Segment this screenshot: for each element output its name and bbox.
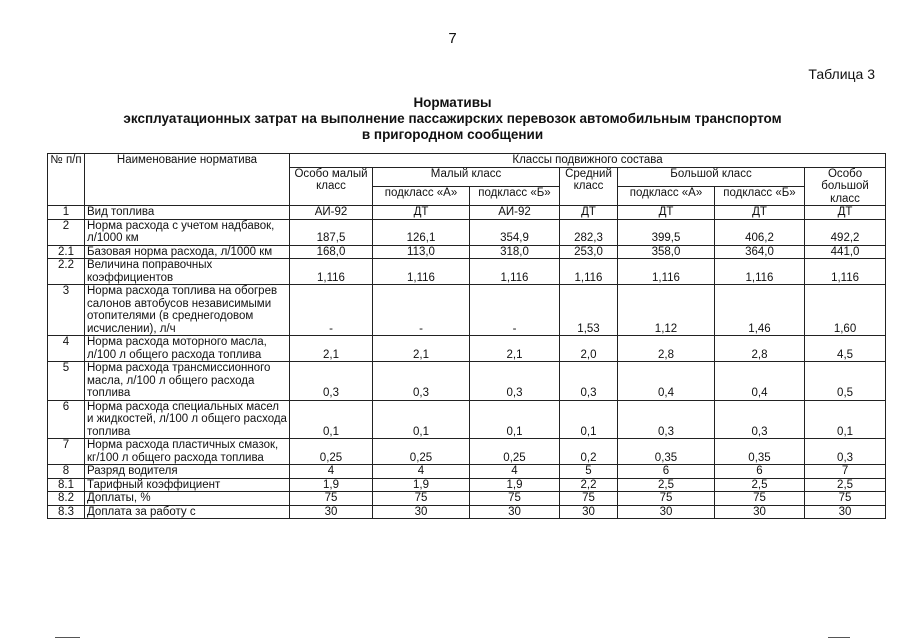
title-line-1: Нормативы — [413, 95, 492, 110]
norm-value: 30 — [560, 505, 618, 519]
norm-value: 2,1 — [470, 336, 560, 362]
header-small-sub-b: подкласс «Б» — [470, 186, 560, 205]
header-num: № п/п — [48, 154, 85, 206]
norm-value: 0,2 — [560, 439, 618, 465]
norm-value: 1,116 — [373, 259, 470, 285]
row-number: 8.3 — [48, 505, 85, 519]
row-number: 2 — [48, 219, 85, 245]
table-row — [48, 492, 886, 506]
norm-value: 4 — [470, 465, 560, 479]
norm-value: 75 — [805, 492, 886, 506]
norm-value: 0,5 — [805, 362, 886, 401]
header-classes: Классы подвижного состава — [290, 154, 886, 168]
norm-value: 0,3 — [470, 362, 560, 401]
title-line-3: в пригородном сообщении — [361, 127, 544, 142]
norm-value: 2,8 — [618, 336, 715, 362]
norm-value: 1,12 — [618, 285, 715, 336]
norm-value: 0,3 — [290, 362, 373, 401]
header-small: Малый класс — [373, 167, 560, 186]
norm-name: Норма расхода топлива на обогрев салонов автобусов независимыми отопителями (в среднегодовом исчислении), л/ч — [85, 285, 290, 336]
norm-value: 30 — [373, 505, 470, 519]
table-row — [48, 465, 886, 479]
table-label: Таблица 3 — [808, 66, 875, 82]
norm-name: Базовая норма расхода, л/1000 км — [85, 245, 290, 259]
norm-value: 5 — [560, 465, 618, 479]
norm-name: Величина поправочных коэффициентов — [85, 259, 290, 285]
norm-value: - — [470, 285, 560, 336]
norms-table — [47, 153, 886, 519]
norm-value: 2,0 — [560, 336, 618, 362]
norm-value: 30 — [618, 505, 715, 519]
norm-value: 0,1 — [470, 400, 560, 439]
norm-value: 0,25 — [290, 439, 373, 465]
norm-name: Тарифный коэффициент — [85, 478, 290, 492]
row-number: 6 — [48, 400, 85, 439]
row-number: 7 — [48, 439, 85, 465]
row-number: 2.1 — [48, 245, 85, 259]
norm-value: 2,1 — [290, 336, 373, 362]
header-medium: Средний класс — [560, 167, 618, 206]
norm-value: 354,9 — [470, 219, 560, 245]
norm-value: - — [290, 285, 373, 336]
norm-value: 492,2 — [805, 219, 886, 245]
header-row-1 — [48, 154, 886, 168]
row-number: 8 — [48, 465, 85, 479]
norm-value: 282,3 — [560, 219, 618, 245]
norm-value: 1,60 — [805, 285, 886, 336]
table-row — [48, 478, 886, 492]
norm-value: 399,5 — [618, 219, 715, 245]
norm-name: Разряд водителя — [85, 465, 290, 479]
norm-value: 2,5 — [618, 478, 715, 492]
row-number: 5 — [48, 362, 85, 401]
norm-value: 75 — [560, 492, 618, 506]
norm-value: 0,35 — [618, 439, 715, 465]
row-number: 1 — [48, 206, 85, 220]
table-body — [48, 206, 886, 519]
norm-value: 406,2 — [715, 219, 805, 245]
norm-value: 253,0 — [560, 245, 618, 259]
norm-value: 0,4 — [715, 362, 805, 401]
norm-value: 0,1 — [290, 400, 373, 439]
table-row — [48, 400, 886, 439]
norm-value: 0,3 — [373, 362, 470, 401]
norm-value: 441,0 — [805, 245, 886, 259]
norm-value: 1,9 — [373, 478, 470, 492]
norm-value: 1,116 — [560, 259, 618, 285]
norm-value: 30 — [470, 505, 560, 519]
norm-value: 1,46 — [715, 285, 805, 336]
norm-value: 0,3 — [560, 362, 618, 401]
norm-value: АИ-92 — [290, 206, 373, 220]
norm-name: Норма расхода пластичных смазок, кг/100 л общего расхода топлива — [85, 439, 290, 465]
table-row — [48, 245, 886, 259]
row-number: 4 — [48, 336, 85, 362]
header-name: Наименование норматива — [85, 154, 290, 206]
header-small-sub-a: подкласс «А» — [373, 186, 470, 205]
norm-value: 0,35 — [715, 439, 805, 465]
norm-name: Норма расхода специальных масел и жидкостей, л/100 л общего расхода топлива — [85, 400, 290, 439]
norm-value: АИ-92 — [470, 206, 560, 220]
norm-value: 4 — [373, 465, 470, 479]
row-number: 2.2 — [48, 259, 85, 285]
row-number: 3 — [48, 285, 85, 336]
norm-value: 6 — [618, 465, 715, 479]
norm-value: 30 — [715, 505, 805, 519]
norm-value: 0,1 — [805, 400, 886, 439]
norm-value: 2,8 — [715, 336, 805, 362]
norm-name: Доплаты, % — [85, 492, 290, 506]
norm-name: Доплата за работу с — [85, 505, 290, 519]
table-row — [48, 206, 886, 220]
header-large: Большой класс — [618, 167, 805, 186]
norm-value: 75 — [470, 492, 560, 506]
norm-value: 1,116 — [715, 259, 805, 285]
norm-value: 0,25 — [373, 439, 470, 465]
norm-value: 168,0 — [290, 245, 373, 259]
norm-value: 1,116 — [618, 259, 715, 285]
norm-value: 1,116 — [805, 259, 886, 285]
norm-value: 75 — [373, 492, 470, 506]
norm-name: Вид топлива — [85, 206, 290, 220]
header-large-sub-b: подкласс «Б» — [715, 186, 805, 205]
norm-value: ДТ — [560, 206, 618, 220]
norm-value: 2,2 — [560, 478, 618, 492]
header-special-small: Особо малый класс — [290, 167, 373, 206]
norm-value: 6 — [715, 465, 805, 479]
document-title — [0, 95, 905, 143]
norm-value: 187,5 — [290, 219, 373, 245]
row-number: 8.2 — [48, 492, 85, 506]
norm-value: 126,1 — [373, 219, 470, 245]
title-line-2: эксплуатационных затрат на выполнение пассажирских перевозок автомобильным транспортом — [123, 111, 782, 126]
table-row — [48, 285, 886, 336]
row-number: 8.1 — [48, 478, 85, 492]
table-row — [48, 505, 886, 519]
norm-name: Норма расхода с учетом надбавок, л/1000 км — [85, 219, 290, 245]
norm-value: 2,1 — [373, 336, 470, 362]
norm-value: ДТ — [373, 206, 470, 220]
header-large-sub-a: подкласс «А» — [618, 186, 715, 205]
scan-edge-mark-left — [55, 637, 80, 638]
norm-value: 4 — [290, 465, 373, 479]
table-row — [48, 439, 886, 465]
norm-value: 1,9 — [470, 478, 560, 492]
norm-value: 2,5 — [715, 478, 805, 492]
norm-value: 1,53 — [560, 285, 618, 336]
norm-value: ДТ — [805, 206, 886, 220]
norm-value: 75 — [715, 492, 805, 506]
norm-value: 1,9 — [290, 478, 373, 492]
table-row — [48, 219, 886, 245]
norm-value: 364,0 — [715, 245, 805, 259]
norm-value: 7 — [805, 465, 886, 479]
norm-value: 318,0 — [470, 245, 560, 259]
norm-value: 75 — [290, 492, 373, 506]
norm-value: 1,116 — [290, 259, 373, 285]
norm-value: 113,0 — [373, 245, 470, 259]
norm-value: ДТ — [715, 206, 805, 220]
norm-name: Норма расхода моторного масла, л/100 л общего расхода топлива — [85, 336, 290, 362]
table-row — [48, 336, 886, 362]
norm-value: 30 — [805, 505, 886, 519]
norm-value: 0,3 — [715, 400, 805, 439]
header-special-large: Особо большой класс — [805, 167, 886, 206]
norm-value: 1,116 — [470, 259, 560, 285]
norm-value: 4,5 — [805, 336, 886, 362]
scan-edge-mark-right — [828, 637, 850, 638]
table-row — [48, 259, 886, 285]
norm-value: 2,5 — [805, 478, 886, 492]
page-number: 7 — [448, 30, 457, 47]
norm-value: 0,1 — [560, 400, 618, 439]
norm-value: 358,0 — [618, 245, 715, 259]
norm-value: ДТ — [618, 206, 715, 220]
norm-value: 75 — [618, 492, 715, 506]
norm-value: 0,1 — [373, 400, 470, 439]
norm-value: 0,25 — [470, 439, 560, 465]
norm-value: 30 — [290, 505, 373, 519]
norm-value: 0,3 — [618, 400, 715, 439]
norm-value: - — [373, 285, 470, 336]
table-row — [48, 362, 886, 401]
norm-value: 0,3 — [805, 439, 886, 465]
norm-name: Норма расхода трансмиссионного масла, л/100 л общего расхода топлива — [85, 362, 290, 401]
norm-value: 0,4 — [618, 362, 715, 401]
